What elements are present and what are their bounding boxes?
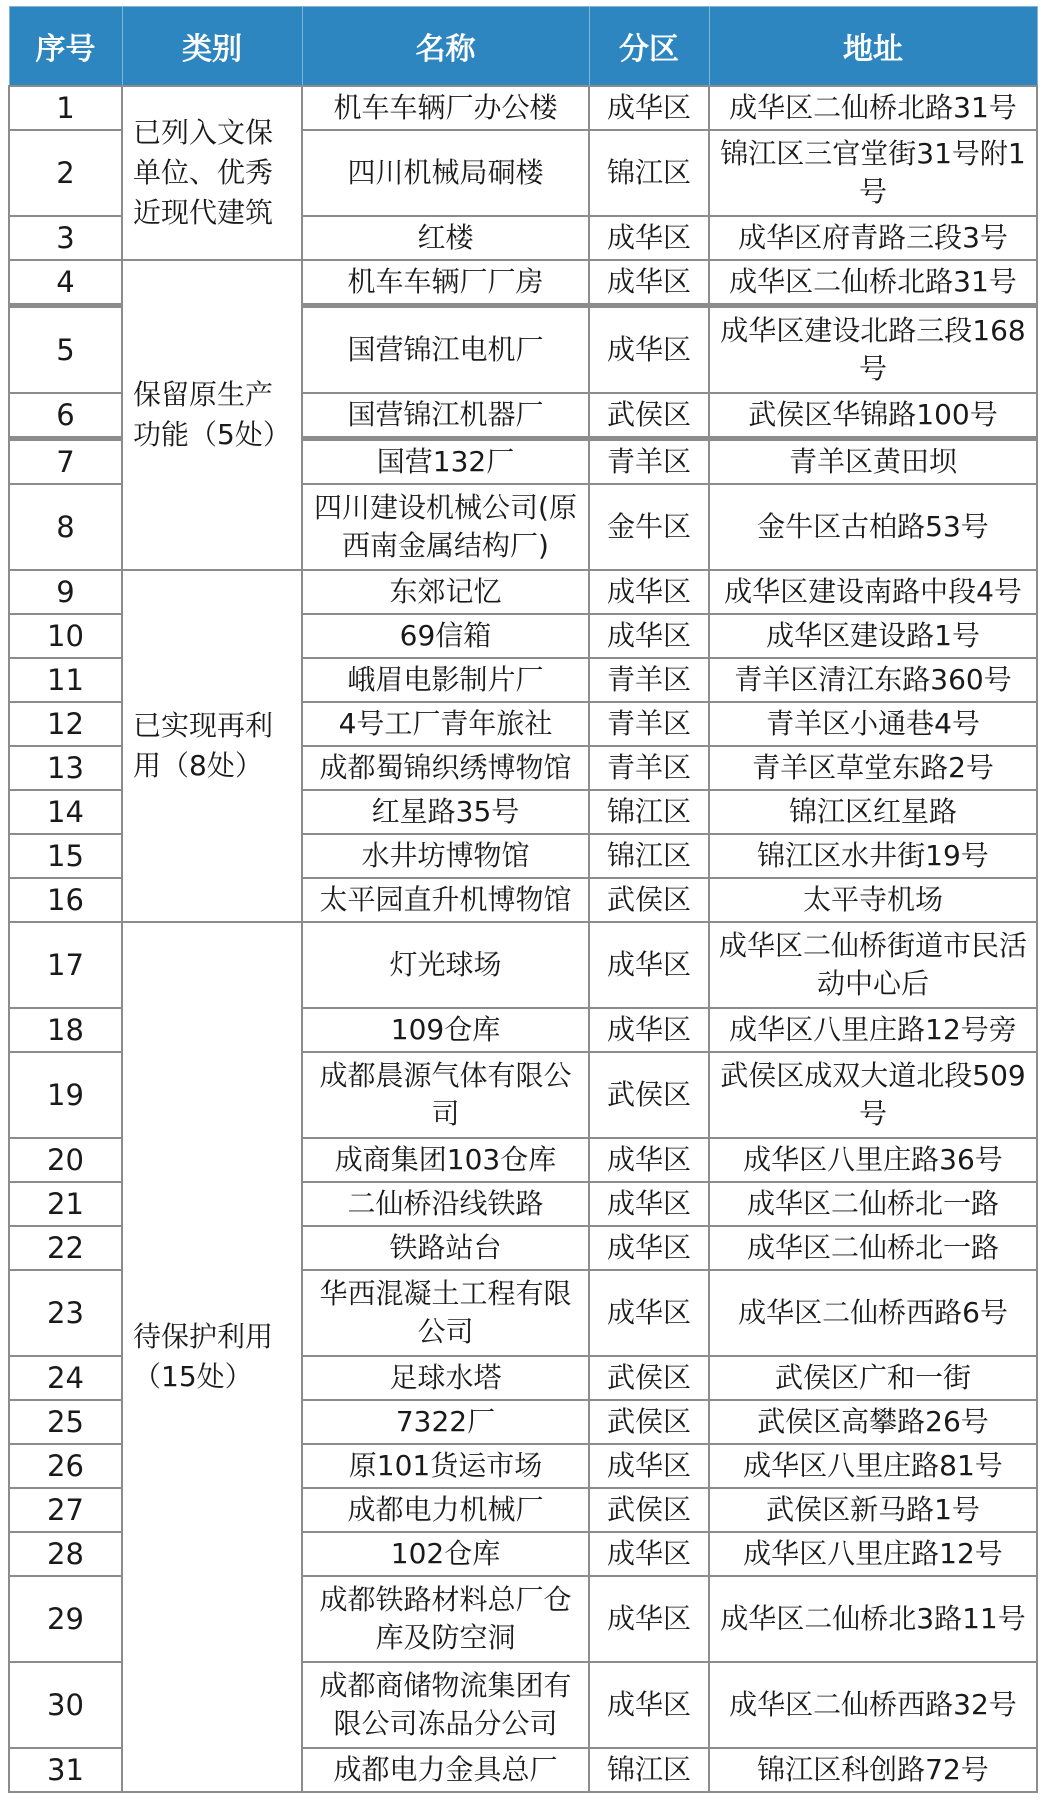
row-no: 14 (9, 790, 122, 834)
row-district: 武侯区 (589, 1356, 709, 1400)
row-address: 锦江区三官堂街31号附1号 (709, 130, 1037, 216)
row-address: 金牛区古柏路53号 (709, 484, 1037, 570)
row-no: 28 (9, 1532, 122, 1576)
row-district: 锦江区 (589, 834, 709, 878)
row-district: 青羊区 (589, 658, 709, 702)
row-name: 国营锦江机器厂 (302, 393, 589, 439)
row-district: 成华区 (589, 922, 709, 1008)
row-district: 成华区 (589, 1662, 709, 1748)
row-address: 成华区建设路1号 (709, 614, 1037, 658)
row-no: 25 (9, 1400, 122, 1444)
row-no: 4 (9, 260, 122, 306)
row-no: 11 (9, 658, 122, 702)
heritage-table-container (8, 6, 1036, 1793)
row-district: 成华区 (589, 86, 709, 130)
row-no: 23 (9, 1270, 122, 1356)
row-district: 武侯区 (589, 393, 709, 439)
row-address: 锦江区科创路72号 (709, 1748, 1037, 1792)
row-address: 青羊区黄田坝 (709, 439, 1037, 485)
row-name: 4号工厂青年旅社 (302, 702, 589, 746)
row-name: 东郊记忆 (302, 570, 589, 614)
row-no: 8 (9, 484, 122, 570)
row-district: 青羊区 (589, 746, 709, 790)
row-no: 21 (9, 1182, 122, 1226)
row-no: 9 (9, 570, 122, 614)
row-address: 太平寺机场 (709, 878, 1037, 922)
row-no: 1 (9, 86, 122, 130)
row-name: 成都商储物流集团有限公司冻品分公司 (302, 1662, 589, 1748)
row-district: 成华区 (589, 570, 709, 614)
category-cell: 已实现再利用（8处） (122, 570, 302, 922)
row-address: 成华区二仙桥北一路 (709, 1182, 1037, 1226)
row-district: 成华区 (589, 1138, 709, 1182)
category-cell: 保留原生产功能（5处） (122, 260, 302, 570)
row-name: 铁路站台 (302, 1226, 589, 1270)
row-name: 成都晨源气体有限公司 (302, 1052, 589, 1138)
row-address: 武侯区广和一街 (709, 1356, 1037, 1400)
row-name: 成都铁路材料总厂仓库及防空洞 (302, 1576, 589, 1662)
row-name: 109仓库 (302, 1008, 589, 1052)
row-address: 成华区建设南路中段4号 (709, 570, 1037, 614)
row-address: 锦江区红星路 (709, 790, 1037, 834)
row-name: 红星路35号 (302, 790, 589, 834)
row-address: 成华区八里庄路12号旁 (709, 1008, 1037, 1052)
row-no: 19 (9, 1052, 122, 1138)
row-name: 太平园直升机博物馆 (302, 878, 589, 922)
row-address: 武侯区成双大道北段509号 (709, 1052, 1037, 1138)
row-name: 灯光球场 (302, 922, 589, 1008)
row-name: 原101货运市场 (302, 1444, 589, 1488)
row-name: 四川建设机械公司(原西南金属结构厂) (302, 484, 589, 570)
row-address: 成华区二仙桥北3路11号 (709, 1576, 1037, 1662)
row-address: 成华区建设北路三段168号 (709, 306, 1037, 394)
header-no: 序号 (9, 7, 122, 87)
row-no: 29 (9, 1576, 122, 1662)
row-no: 5 (9, 306, 122, 394)
header-category: 类别 (122, 7, 302, 87)
table-row (9, 260, 1037, 306)
row-name: 水井坊博物馆 (302, 834, 589, 878)
row-district: 成华区 (589, 1576, 709, 1662)
row-address: 成华区二仙桥北路31号 (709, 260, 1037, 306)
row-no: 18 (9, 1008, 122, 1052)
row-name: 四川机械局硐楼 (302, 130, 589, 216)
row-name: 成都蜀锦织绣博物馆 (302, 746, 589, 790)
row-district: 成华区 (589, 306, 709, 394)
row-name: 69信箱 (302, 614, 589, 658)
table-row (9, 922, 1037, 1008)
row-district: 成华区 (589, 216, 709, 260)
row-name: 峨眉电影制片厂 (302, 658, 589, 702)
row-district: 成华区 (589, 1444, 709, 1488)
header-row (9, 7, 1037, 87)
row-district: 锦江区 (589, 130, 709, 216)
table-row (9, 570, 1037, 614)
row-address: 青羊区清江东路360号 (709, 658, 1037, 702)
row-district: 成华区 (589, 1226, 709, 1270)
row-district: 锦江区 (589, 790, 709, 834)
row-address: 成华区二仙桥西路32号 (709, 1662, 1037, 1748)
row-district: 成华区 (589, 614, 709, 658)
row-address: 青羊区小通巷4号 (709, 702, 1037, 746)
table-row (9, 86, 1037, 130)
row-no: 20 (9, 1138, 122, 1182)
row-name: 成都电力金具总厂 (302, 1748, 589, 1792)
header-district: 分区 (589, 7, 709, 87)
row-district: 青羊区 (589, 439, 709, 485)
row-no: 30 (9, 1662, 122, 1748)
row-district: 武侯区 (589, 878, 709, 922)
row-name: 足球水塔 (302, 1356, 589, 1400)
header-address: 地址 (709, 7, 1037, 87)
row-name: 机车车辆厂办公楼 (302, 86, 589, 130)
row-district: 武侯区 (589, 1052, 709, 1138)
row-district: 成华区 (589, 1532, 709, 1576)
row-district: 锦江区 (589, 1748, 709, 1792)
row-district: 青羊区 (589, 702, 709, 746)
row-no: 3 (9, 216, 122, 260)
row-no: 12 (9, 702, 122, 746)
row-address: 成华区八里庄路81号 (709, 1444, 1037, 1488)
row-address: 锦江区水井街19号 (709, 834, 1037, 878)
row-no: 10 (9, 614, 122, 658)
row-no: 7 (9, 439, 122, 485)
row-no: 31 (9, 1748, 122, 1792)
row-name: 华西混凝土工程有限公司 (302, 1270, 589, 1356)
row-no: 15 (9, 834, 122, 878)
row-address: 成华区二仙桥北一路 (709, 1226, 1037, 1270)
row-no: 16 (9, 878, 122, 922)
row-name: 国营锦江电机厂 (302, 306, 589, 394)
industrial-heritage-table (8, 6, 1038, 1793)
row-address: 成华区二仙桥西路6号 (709, 1270, 1037, 1356)
row-no: 22 (9, 1226, 122, 1270)
category-cell: 已列入文保单位、优秀近现代建筑 (122, 86, 302, 260)
category-cell: 待保护利用（15处） (122, 922, 302, 1792)
row-no: 24 (9, 1356, 122, 1400)
row-no: 13 (9, 746, 122, 790)
row-address: 成华区二仙桥北路31号 (709, 86, 1037, 130)
row-name: 红楼 (302, 216, 589, 260)
row-district: 金牛区 (589, 484, 709, 570)
row-district: 成华区 (589, 1270, 709, 1356)
row-name: 成都电力机械厂 (302, 1488, 589, 1532)
row-address: 武侯区新马路1号 (709, 1488, 1037, 1532)
row-name: 102仓库 (302, 1532, 589, 1576)
row-address: 成华区二仙桥街道市民活动中心后 (709, 922, 1037, 1008)
row-address: 成华区府青路三段3号 (709, 216, 1037, 260)
row-no: 27 (9, 1488, 122, 1532)
row-name: 二仙桥沿线铁路 (302, 1182, 589, 1226)
row-no: 17 (9, 922, 122, 1008)
row-district: 武侯区 (589, 1400, 709, 1444)
row-address: 武侯区华锦路100号 (709, 393, 1037, 439)
row-district: 成华区 (589, 260, 709, 306)
row-address: 成华区八里庄路12号 (709, 1532, 1037, 1576)
row-district: 成华区 (589, 1008, 709, 1052)
row-address: 武侯区高攀路26号 (709, 1400, 1037, 1444)
row-name: 机车车辆厂厂房 (302, 260, 589, 306)
row-address: 成华区八里庄路36号 (709, 1138, 1037, 1182)
row-district: 成华区 (589, 1182, 709, 1226)
row-no: 26 (9, 1444, 122, 1488)
header-name: 名称 (302, 7, 589, 87)
row-address: 青羊区草堂东路2号 (709, 746, 1037, 790)
row-name: 7322厂 (302, 1400, 589, 1444)
row-name: 国营132厂 (302, 439, 589, 485)
row-no: 2 (9, 130, 122, 216)
row-name: 成商集团103仓库 (302, 1138, 589, 1182)
row-district: 武侯区 (589, 1488, 709, 1532)
row-no: 6 (9, 393, 122, 439)
